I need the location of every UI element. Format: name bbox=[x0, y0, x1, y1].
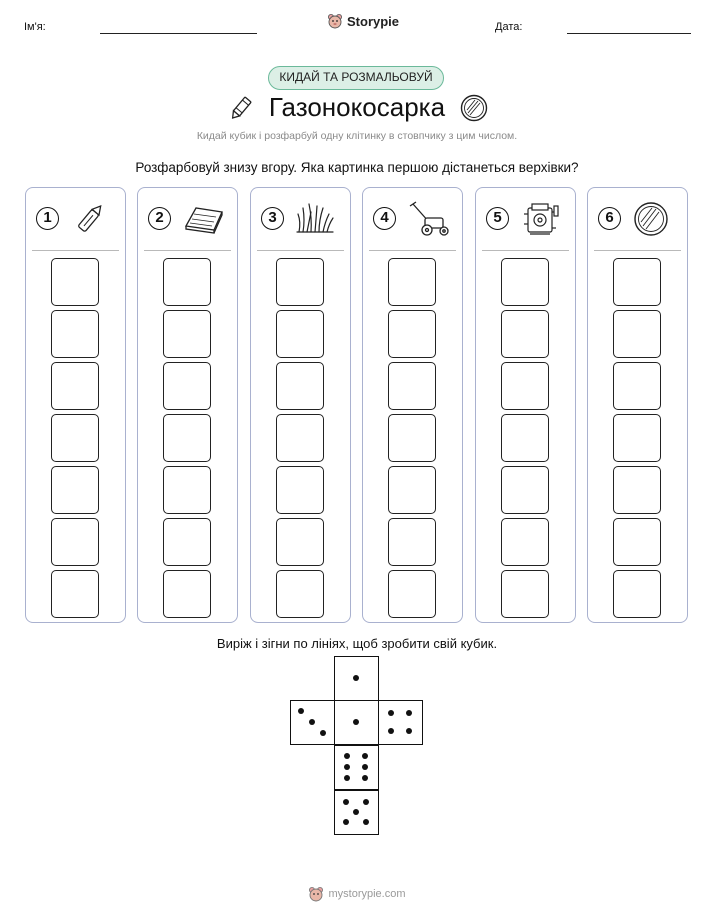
grid-cell[interactable] bbox=[276, 310, 324, 358]
dice-pip bbox=[344, 753, 350, 759]
dice-face-6 bbox=[334, 745, 379, 790]
grid-cell[interactable] bbox=[276, 258, 324, 306]
column-number: 1 bbox=[36, 207, 59, 230]
dice-face-5 bbox=[334, 790, 379, 835]
grid-cell[interactable] bbox=[163, 258, 211, 306]
grid-cell[interactable] bbox=[613, 466, 661, 514]
utility-knife-icon bbox=[70, 200, 110, 236]
dice-pip bbox=[353, 675, 359, 681]
date-line[interactable] bbox=[567, 33, 691, 34]
grid-cell[interactable] bbox=[51, 310, 99, 358]
column-3 bbox=[250, 187, 351, 623]
name-label: Ім'я: bbox=[24, 21, 46, 33]
dice-pip bbox=[362, 764, 368, 770]
column-divider bbox=[369, 250, 456, 251]
grid-cell[interactable] bbox=[501, 258, 549, 306]
dice-instruction: Виріж і зігни по лініях, щоб зробити свій кубик. bbox=[216, 636, 498, 651]
dice-pip bbox=[298, 708, 304, 714]
grid-cell[interactable] bbox=[501, 362, 549, 410]
grid-cell[interactable] bbox=[388, 518, 436, 566]
dice-pip bbox=[344, 775, 350, 781]
instruction: Розфарбовуй знизу вгору. Яка картинка першою дістанеться верхівки? bbox=[135, 160, 579, 175]
dice-pip bbox=[353, 809, 359, 815]
storypie-mascot-icon bbox=[308, 886, 324, 902]
grid-cell[interactable] bbox=[613, 414, 661, 462]
grid-cell[interactable] bbox=[388, 258, 436, 306]
cutting-board-icon bbox=[182, 200, 226, 236]
dice-pip bbox=[343, 819, 349, 825]
grid-cell[interactable] bbox=[388, 414, 436, 462]
column-1 bbox=[25, 187, 126, 623]
lawn-mower-icon bbox=[407, 200, 451, 238]
grid-cell[interactable] bbox=[51, 518, 99, 566]
column-5 bbox=[475, 187, 576, 623]
wood-log-icon bbox=[459, 93, 489, 123]
grid-cell[interactable] bbox=[51, 570, 99, 618]
grid-cell[interactable] bbox=[501, 414, 549, 462]
column-2 bbox=[137, 187, 238, 623]
grid-cell[interactable] bbox=[51, 258, 99, 306]
page-title: Газонокосарка bbox=[268, 92, 446, 122]
dice-pip bbox=[388, 728, 394, 734]
grid-cell[interactable] bbox=[613, 518, 661, 566]
grid-cell[interactable] bbox=[276, 518, 324, 566]
grid-cell[interactable] bbox=[501, 310, 549, 358]
dice-face-4 bbox=[378, 700, 423, 745]
dice-face-1 bbox=[334, 656, 379, 701]
column-number: 4 bbox=[373, 207, 396, 230]
column-divider bbox=[257, 250, 344, 251]
column-number: 5 bbox=[486, 207, 509, 230]
date-label: Дата: bbox=[495, 21, 523, 33]
footer bbox=[0, 886, 714, 902]
grid-cell[interactable] bbox=[388, 310, 436, 358]
grass-icon bbox=[295, 200, 335, 236]
dice-pip bbox=[406, 728, 412, 734]
activity-badge: КИДАЙ ТА РОЗМАЛЬОВУЙ bbox=[268, 66, 444, 90]
dice-face-3 bbox=[290, 700, 335, 745]
grid-cell[interactable] bbox=[613, 258, 661, 306]
grid-cell[interactable] bbox=[163, 414, 211, 462]
grid-cell[interactable] bbox=[613, 310, 661, 358]
brand-logo bbox=[327, 13, 399, 29]
column-divider bbox=[144, 250, 231, 251]
footer-url[interactable]: mystorypie.com bbox=[328, 888, 406, 900]
dice-pip bbox=[362, 753, 368, 759]
grid-cell[interactable] bbox=[51, 466, 99, 514]
grid-cell[interactable] bbox=[163, 310, 211, 358]
grid-cell[interactable] bbox=[613, 570, 661, 618]
grid-cell[interactable] bbox=[388, 570, 436, 618]
storypie-mascot-icon bbox=[327, 13, 343, 29]
dice-pip bbox=[353, 719, 359, 725]
grid-cell[interactable] bbox=[388, 362, 436, 410]
dice-pip bbox=[363, 819, 369, 825]
dice-pip bbox=[363, 799, 369, 805]
name-line[interactable] bbox=[100, 33, 257, 34]
grid-cell[interactable] bbox=[501, 518, 549, 566]
grid-cell[interactable] bbox=[163, 570, 211, 618]
dice-pip bbox=[320, 730, 326, 736]
grid-cell[interactable] bbox=[501, 466, 549, 514]
grid-cell[interactable] bbox=[276, 362, 324, 410]
column-number: 2 bbox=[148, 207, 171, 230]
dice-pip bbox=[362, 775, 368, 781]
column-6 bbox=[587, 187, 688, 623]
grid-cell[interactable] bbox=[388, 466, 436, 514]
dice-pip bbox=[406, 710, 412, 716]
grid-cell[interactable] bbox=[163, 362, 211, 410]
grid-cell[interactable] bbox=[276, 466, 324, 514]
column-4 bbox=[362, 187, 463, 623]
column-number: 3 bbox=[261, 207, 284, 230]
grid-cell[interactable] bbox=[51, 414, 99, 462]
column-number: 6 bbox=[598, 207, 621, 230]
grid-cell[interactable] bbox=[51, 362, 99, 410]
grid-cell[interactable] bbox=[613, 362, 661, 410]
wood-log-icon bbox=[632, 200, 670, 238]
dice-face-1 bbox=[334, 700, 379, 745]
grid-cell[interactable] bbox=[276, 414, 324, 462]
column-divider bbox=[32, 250, 119, 251]
dice-pip bbox=[343, 799, 349, 805]
grid-cell[interactable] bbox=[163, 518, 211, 566]
dice-pip bbox=[344, 764, 350, 770]
column-divider bbox=[594, 250, 681, 251]
engine-icon bbox=[520, 200, 560, 238]
grid-cell[interactable] bbox=[276, 570, 324, 618]
brand-name: Storypie bbox=[347, 13, 400, 29]
dice-pip bbox=[309, 719, 315, 725]
subtitle: Кидай кубик і розфарбуй одну клітинку в стовпчику з цим числом. bbox=[196, 130, 518, 142]
column-divider bbox=[482, 250, 569, 251]
dice-pip bbox=[388, 710, 394, 716]
grid-cell[interactable] bbox=[163, 466, 211, 514]
grid-cell[interactable] bbox=[501, 570, 549, 618]
